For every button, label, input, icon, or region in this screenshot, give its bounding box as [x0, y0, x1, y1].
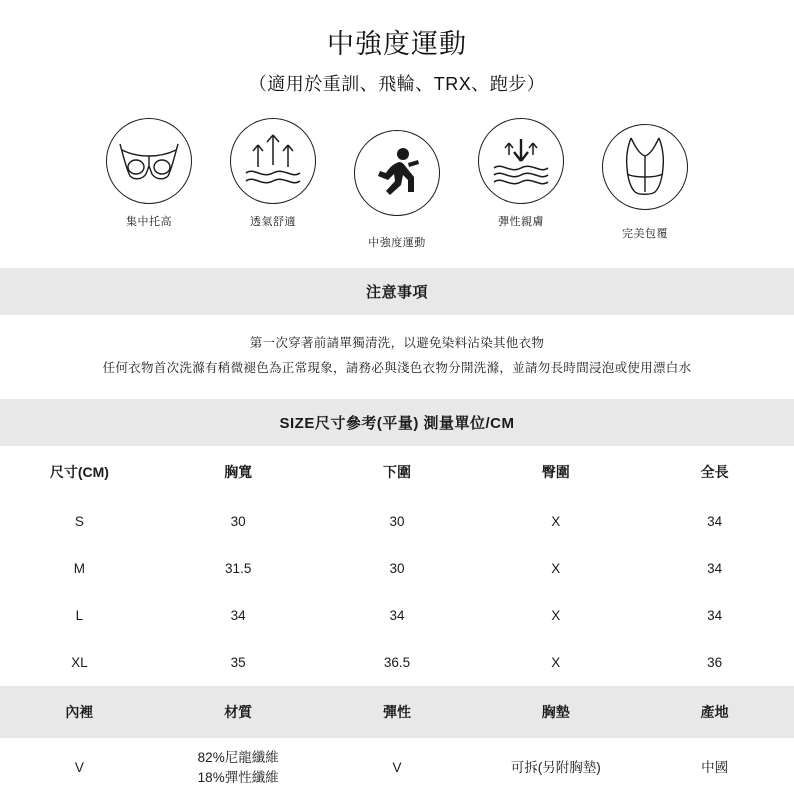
table-cell: 34: [389, 608, 405, 624]
running-person-icon: [354, 130, 440, 216]
bra-icon: [106, 118, 192, 204]
page-subtitle: （適用於重訓、飛輪、TRX、跑步）: [248, 74, 546, 95]
table-row: [0, 639, 794, 686]
table-cell: 31.5: [225, 561, 252, 577]
table-cell: 36.5: [383, 655, 411, 671]
table-cell: 30: [230, 514, 246, 530]
table-cell: 34: [707, 608, 723, 624]
size-table-header-cell: 臀圍: [541, 464, 570, 481]
table-cell: X: [551, 655, 561, 671]
feature-item: [459, 118, 583, 229]
table-row: [0, 545, 794, 592]
table-cell: 34: [230, 608, 246, 624]
table-cell: 34: [707, 514, 723, 530]
feature-caption: 中強度運動: [368, 237, 426, 250]
table-cell: S: [74, 514, 84, 530]
size-table-header-cell: 胸寬: [224, 464, 253, 481]
material-header-cell: 材質: [159, 686, 318, 738]
size-table-header-row: [0, 446, 794, 498]
material-cell-lining: V: [74, 760, 84, 776]
feature-list: [0, 118, 794, 250]
feature-item: [583, 118, 707, 241]
material-cell-elasticity: V: [392, 760, 402, 776]
table-cell: XL: [71, 655, 88, 671]
material-cell-origin: 中國: [701, 760, 729, 776]
table-cell: 34: [707, 561, 723, 577]
size-table: [0, 446, 794, 801]
material-header-row: [0, 686, 794, 738]
table-row: [0, 592, 794, 639]
feature-caption: 彈性親膚: [498, 216, 544, 229]
breathable-arrows-icon: [230, 118, 316, 204]
notice-line: 第一次穿著前請單獨清洗，以避免染料沾染其他衣物: [249, 336, 545, 351]
elastic-layers-icon: [478, 118, 564, 204]
feature-caption: 透氣舒適: [250, 216, 296, 229]
table-cell: X: [551, 514, 561, 530]
material-row: [0, 738, 794, 801]
material-fabric-line1: 82%尼龍纖維: [197, 750, 279, 766]
table-row: [0, 498, 794, 545]
page-header: [0, 0, 794, 96]
feature-item: [335, 118, 459, 250]
table-cell: 36: [707, 655, 723, 671]
material-header-cell: 胸墊: [476, 686, 635, 738]
table-cell: X: [551, 608, 561, 624]
size-section-title: SIZE尺寸參考(平量) 測量單位/CM: [0, 399, 794, 446]
sports-bra-icon: [602, 124, 688, 210]
material-header-cell: 產地: [635, 686, 794, 738]
size-table-header-cell: 下圍: [382, 464, 411, 481]
material-fabric-line2: 18%彈性纖維: [197, 769, 279, 785]
feature-caption: 集中托高: [126, 216, 172, 229]
size-table-header-cell: 全長: [700, 464, 729, 481]
table-cell: L: [75, 608, 84, 624]
size-table-header-cell: 尺寸(CM): [49, 464, 109, 481]
table-cell: X: [551, 561, 561, 577]
material-cell-fabric: [159, 738, 318, 801]
notice-line: 任何衣物首次洗滌有稍微褪色為正常現象，請務必與淺色衣物分開洗滌，並請勿長時間浸泡或使用漂白水: [102, 361, 692, 376]
table-cell: M: [73, 561, 86, 577]
feature-item: [211, 118, 335, 229]
material-header-cell: 內裡: [0, 686, 159, 738]
notice-body: [0, 315, 794, 399]
notice-title: 注意事項: [0, 268, 794, 315]
table-cell: 35: [230, 655, 246, 671]
table-cell: 30: [389, 561, 405, 577]
feature-caption: 完美包覆: [622, 228, 668, 241]
material-header-cell: 彈性: [318, 686, 477, 738]
table-cell: 30: [389, 514, 405, 530]
material-cell-pad: 可拆(另附胸墊): [510, 760, 601, 776]
feature-item: [87, 118, 211, 229]
page-title: 中強度運動: [327, 29, 467, 59]
